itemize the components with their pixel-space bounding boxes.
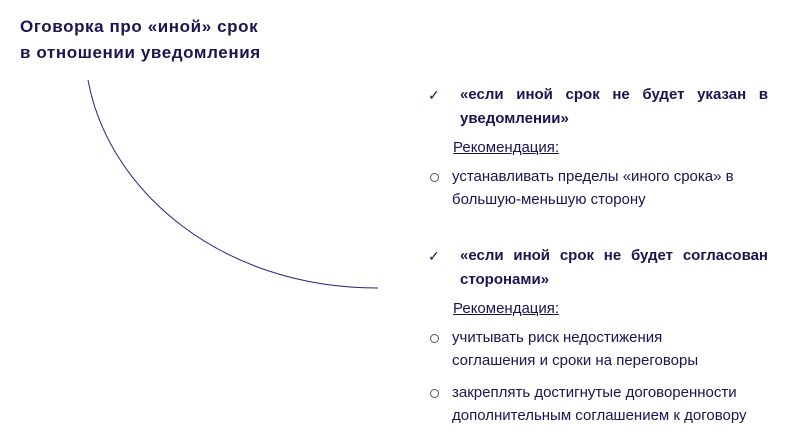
- recommendation-item-line: закреплять достигнутые договоренности: [452, 384, 737, 401]
- condition-heading-1-text: «если иной срок не будет указан в уведомлении»: [460, 86, 768, 127]
- recommendation-item: [424, 326, 768, 372]
- recommendation-label-1: Рекомендация:: [453, 139, 560, 156]
- condition-heading-2-text: «если иной срок не будет согласован сторонами»: [460, 247, 768, 288]
- title-line-1: Оговорка про «иной» срок: [20, 17, 259, 36]
- recommendation-item-line: учитывать риск недостижения: [452, 329, 663, 346]
- content-panel: [424, 83, 768, 427]
- condition-heading-2: [424, 244, 768, 292]
- slide-title: [20, 14, 320, 66]
- recommendation-item-line: большую-меньшую сторону: [452, 191, 646, 208]
- check-icon: ✓: [428, 248, 440, 264]
- circle-bullet-icon: [430, 334, 439, 343]
- circle-bullet-icon: [430, 173, 439, 182]
- recommendation-label-2: Рекомендация:: [453, 300, 560, 317]
- title-line-2: в отношении уведомления: [20, 43, 261, 62]
- recommendation-item-line: устанавливать пределы «иного срока» в: [452, 168, 734, 185]
- circle-bullet-icon: [430, 389, 439, 398]
- recommendation-item-line: соглашения и сроки на переговоры: [452, 352, 699, 369]
- recommendation-item: [424, 165, 768, 211]
- condition-heading-1: [424, 83, 768, 131]
- check-icon: ✓: [428, 87, 440, 103]
- recommendation-item: [424, 381, 768, 427]
- recommendation-item-line: дополнительным соглашением к договору: [452, 407, 747, 424]
